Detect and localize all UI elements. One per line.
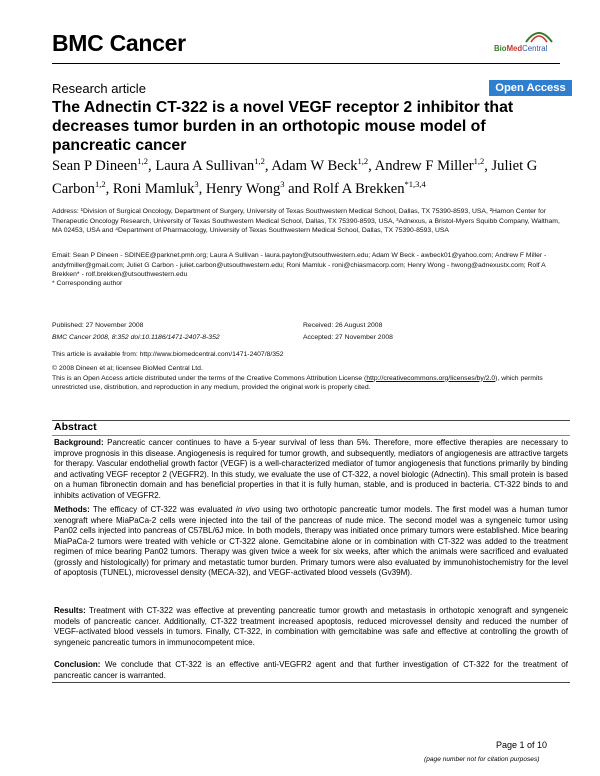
review-dates	[303, 321, 543, 344]
author-affiliation: 1,2	[137, 156, 149, 166]
author-name: Henry Wong	[205, 181, 281, 198]
license-text	[52, 374, 562, 393]
accepted-date: Accepted: 27 November 2008	[303, 333, 393, 341]
biomed-central-logo[interactable]	[486, 28, 566, 52]
author-name: Juliet G Carbon	[52, 157, 538, 198]
abstract-rule	[52, 435, 570, 436]
abstract-methods	[54, 505, 568, 579]
author-name: Laura A Sullivan	[155, 157, 255, 174]
author-name: Roni Mamluk	[112, 181, 195, 198]
author-emails[interactable]: Email: Sean P Dineen - SDINEE@parknet.pmh.org; Laura A Sullivan - laura.payton@utsouthwestern.edu; Adam W Beck - awbeck01@yahoo.com; Andrew F Miller - andyfmiller@gmail.com; Juliet G Carbon - juliet.carbon@utsouthwestern.edu; Roni Mamluk - roni@chiasmacorp.com; Henry Wong - hwong@adnexustx.com; Rolf A Brekken* - rolf.brekken@utsouthwestern.edu	[52, 252, 547, 279]
methods-in-vivo: in vivo	[235, 505, 260, 514]
header-rule	[52, 63, 560, 64]
citation: BMC Cancer 2008, 8:352 doi:10.1186/1471-2407-8-352	[52, 333, 220, 341]
author-affiliation: 3	[280, 179, 285, 190]
conclusion-label: Conclusion:	[54, 660, 101, 669]
logo-med: Med	[506, 44, 523, 53]
abstract-background	[54, 438, 568, 501]
author-name: Rolf A Brekken	[312, 181, 405, 198]
abstract-heading: Abstract	[54, 421, 97, 433]
journal-title: BMC Cancer	[52, 30, 186, 56]
copyright-block	[52, 364, 562, 393]
methods-label: Methods:	[54, 505, 90, 514]
availability-link[interactable]: This article is available from: http://www.biomedcentral.com/1471-2407/8/352	[52, 351, 284, 358]
author-name: Andrew F Miller	[374, 157, 474, 174]
license-link[interactable]: http://creativecommons.org/licenses/by/2.0	[366, 374, 496, 382]
author-name: Adam W Beck	[271, 157, 358, 174]
methods-text-c: using two orthotopic pancreatic tumor models. The first model was a human tumor xenograft where MiaPaCa-2 cells were injected into the tail of the pancreas of nude mice. The second model was a syngeneic tumor using Pan02 cells injected into pancreas of C57BL/6J mice. In both models, therapy was initiated once primary tumors were established. Mice bearing MiaPaCa-2 tumors were treated with vehicle or CT-322 alone. Gemcitabine alone or in combination with CT-322 was added to the treatment regimen of mice bearing Pan02 tumors. Therapy was given twice a week for six weeks, after which the animals were sacrificed and evaluated (grossly and histologically) for primary and metastatic tumor burden. Primary tumors were also evaluated by immunohistochemistry for the level of apoptosis (TUNEL), microvessel density (MECA-32), and VEGF-activated blood vessels (Gv39M).	[54, 505, 568, 578]
author-affiliation: *1,3,4	[404, 179, 426, 190]
methods-text-a: The efficacy of CT-322 was evaluated	[92, 505, 236, 514]
conclusion-text: We conclude that CT-322 is an effective anti-VEGFR2 agent and that further investigation of CT-322 for the treatment of pancreatic cancer is warranted.	[54, 660, 568, 680]
abstract-conclusion	[54, 660, 568, 681]
results-text: Treatment with CT-322 was effective at preventing pancreatic tumor growth and metastasis in orthotopic xenograft and syngeneic models of pancreatic cancer. Additionally, CT-322 treatment increased apoptosis, reduced microvessel density and reduced the number of VEGF-activated blood vessels in tumors. Finally, CT-322, in combination with gemcitabine was safe and effective at controlling the growth of syngeneic pancreatic tumors in immunocompetent mice.	[54, 606, 569, 647]
article-type: Research article	[52, 81, 146, 96]
published-date: Published: 27 November 2008	[52, 322, 144, 329]
author-affiliation: 1,2	[254, 156, 265, 166]
logo-bio: Bio	[494, 44, 507, 53]
author-affiliation: 1,2	[357, 156, 369, 166]
page-number-note: (page number not for citation purposes)	[424, 756, 540, 763]
author-affiliation: 1,2	[473, 156, 485, 166]
logo-central: Central	[522, 44, 548, 53]
background-text: Pancreatic cancer continues to have a 5-year survival of less than 5%. Therefore, more effective therapies are necessary to improve prognosis in this disease. Angiogenesis is required for tumor growth, and subsequently, mediators of angiogenesis are attractive targets for therapy. Vascular endothelial growth factor (VEGF) is a well-characterized mediator of tumor angiogenesis that functions primarily by binding and activating VEGF receptor 2 (VEGFR2). In this study, we evaluate the use of CT-322, a novel biologic (Adnectin). This small protein is based on a human fibronectin domain and has beneficial properties in that it is fully human, stable, and is produced in bacteria. CT-322 binds to and inhibits activation of VEGFR2.	[54, 438, 568, 500]
page-number: Page 1 of 10	[496, 740, 548, 750]
copyright-line: © 2008 Dineen et al; licensee BioMed Central Ltd.	[52, 365, 203, 372]
license-pre: This is an Open Access article distributed under the terms of the Creative Commons Attribution License (	[52, 374, 367, 382]
article-title: The Adnectin CT-322 is a novel VEGF receptor 2 inhibitor that decreases tumor burden in an orthotopic mouse model of pancreatic cancer	[52, 99, 514, 154]
abstract-results	[54, 606, 568, 648]
author-name: Sean P Dineen	[52, 157, 138, 174]
author-affiliation: 1,2	[94, 179, 106, 190]
corresponding-author-note: * Corresponding author	[52, 280, 123, 287]
logo-arc-icon	[524, 28, 554, 44]
open-access-badge[interactable]: Open Access	[489, 80, 572, 96]
license-post: ), which permits unrestricted use, distribution, and reproduction in any medium, provided the original work is properly cited.	[52, 374, 543, 392]
received-date: Received: 26 August 2008	[303, 322, 383, 329]
affiliations: Address: ¹Division of Surgical Oncology, Department of Surgery, University of Texas Southwestern Medical School, Dallas, TX 75390-8593, USA, ²Hamon Center for Therapeutic Oncology Research, University of Texas Southwestern Medical School, Dallas, TX 75390-8593, USA, ³Adnexus, a Bristol-Myers Squibb Company, Waltham, MA 02453, USA and ⁴Department of Pharmacology, University of Texas Southwestern Medical School, Dallas, TX 75390-8593, USA	[52, 208, 560, 235]
author-affiliation: 3	[194, 179, 199, 190]
author-list: Sean P Dineen$^{1,2}$, Laura A Sullivan$^{1,2}$, Adam W Beck$^{1,2}$, Andrew F Miller$^{1,2}$, Juliet G Carbon$^{1,2}$, Roni Mamluk$^3$, Henry Wong$^3$ and Rolf A Brekken$^{*1,3,4}$	[52, 156, 538, 198]
publication-info	[52, 321, 292, 344]
results-label: Results:	[54, 606, 86, 615]
background-label: Background:	[54, 438, 104, 447]
